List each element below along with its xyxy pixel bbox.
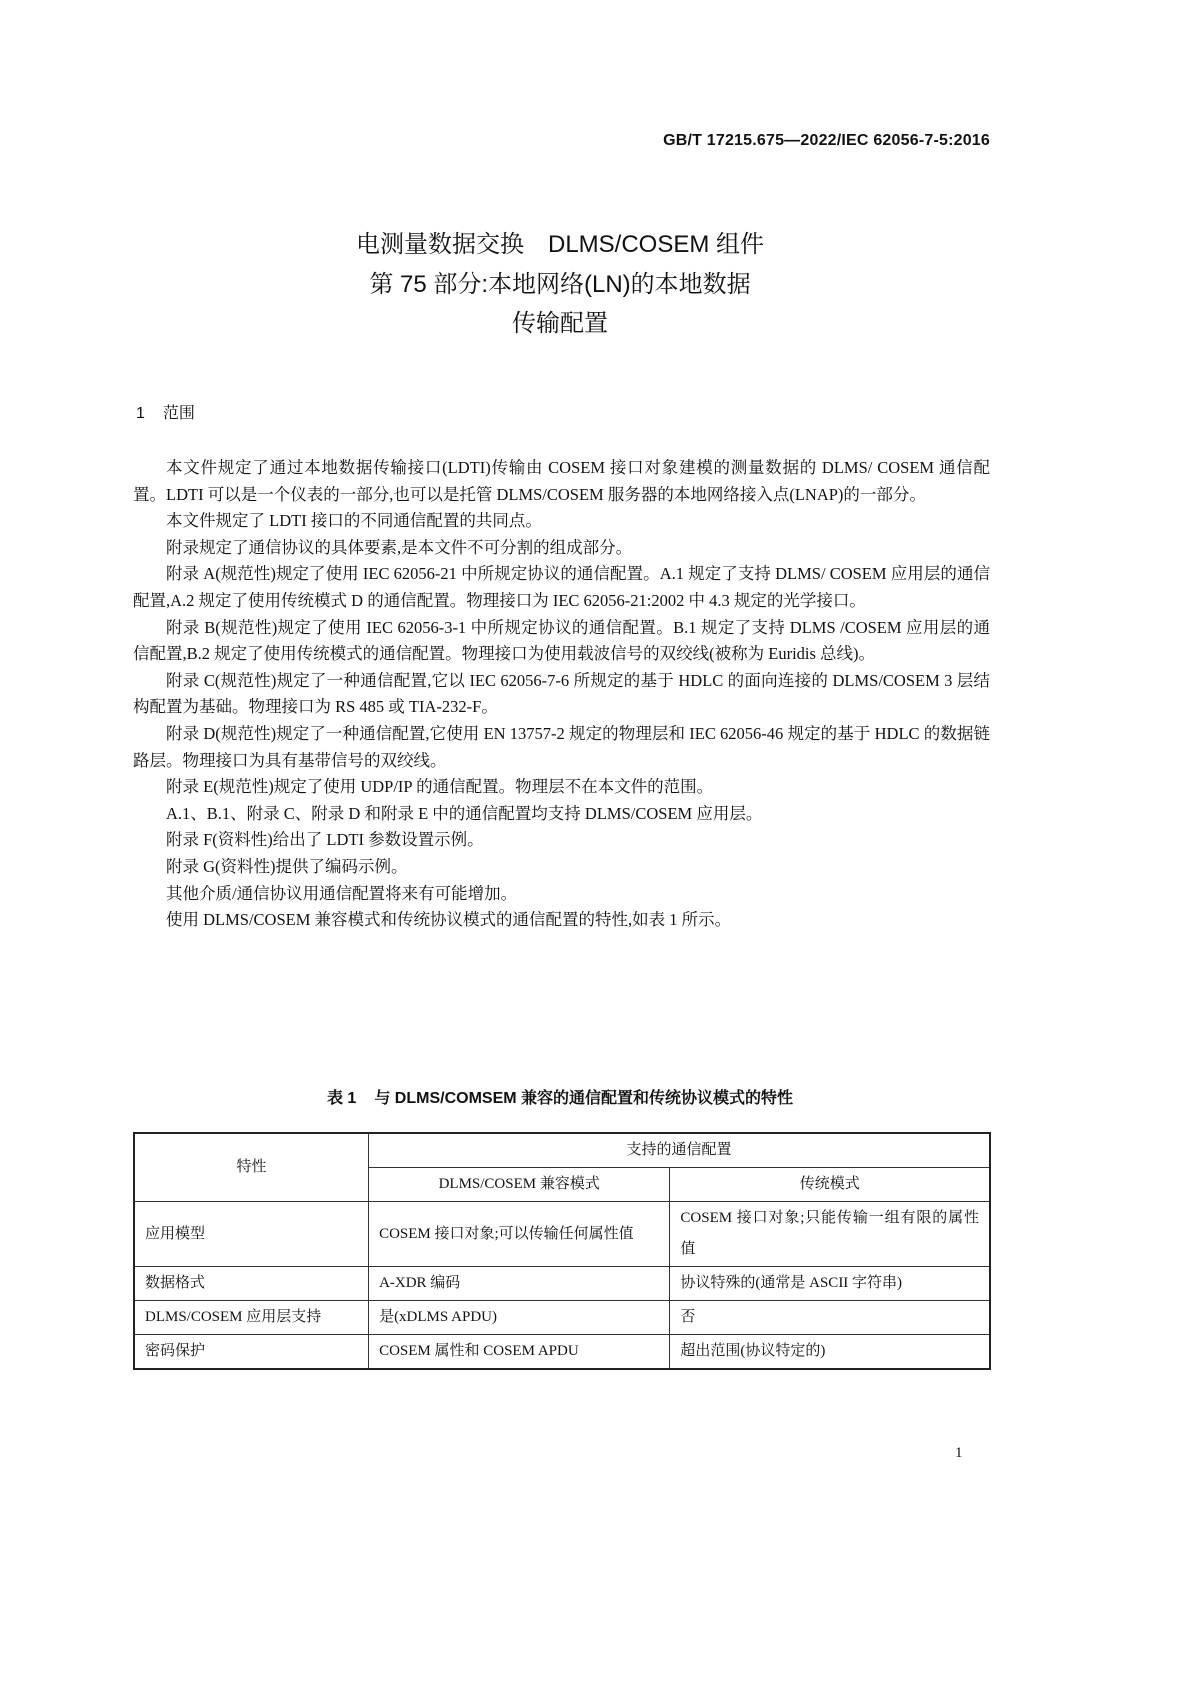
title-line: 电测量数据交换 DLMS/COSEM 组件 [355, 231, 765, 258]
standard-number: GB/T 17215.675—2022/IEC 62056-7-5:2016 [663, 132, 990, 149]
paragraph: A.1、B.1、附录 C、附录 D 和附录 E 中的通信配置均支持 DLMS/COSEM 应用层。 [166, 803, 763, 823]
table-row [134, 1202, 990, 1267]
cell-dlms: A-XDR 编码 [369, 1267, 670, 1301]
header-legacy-mode: 传统模式 [670, 1168, 990, 1202]
paragraph: 附录 F(资料性)给出了 LDTI 参数设置示例。 [166, 830, 484, 850]
page-number: 1 [955, 1445, 963, 1461]
header-property: 特性 [134, 1133, 369, 1202]
section-number: 1 [136, 405, 145, 422]
paragraph: 使用 DLMS/COSEM 兼容模式和传统协议模式的通信配置的特性,如表 1 所示。 [166, 910, 732, 930]
header-dlms-mode: DLMS/COSEM 兼容模式 [369, 1168, 670, 1202]
section-body [133, 455, 990, 934]
cell-legacy: 超出范围(协议特定的) [670, 1335, 990, 1370]
paragraph: 附录 G(资料性)提供了编码示例。 [166, 856, 408, 876]
paragraph: 附录 B(规范性)规定了使用 IEC 62056-3-1 中所规定协议的通信配置。B.1 规定了支持 DLMS /COSEM 应用层的通信配置,B.2 规定了使用传统模式的通信配置。物理接口为使用载波信号的双绞线(被称为 Euridis 总线)。 [133, 617, 990, 664]
paragraph: 附录 D(规范性)规定了一种通信配置,它使用 EN 13757-2 规定的物理层和 IEC 62056-46 规定的基于 HDLC 的数据链路层。物理接口为具有基带信号的双绞线。 [133, 723, 990, 770]
section-heading [136, 400, 195, 423]
cell-property: 数据格式 [134, 1267, 369, 1301]
table-number: 表 1 [326, 1090, 357, 1107]
title-line: 传输配置 [512, 310, 608, 337]
cell-dlms: COSEM 属性和 COSEM APDU [369, 1335, 670, 1370]
cell-legacy: 否 [670, 1301, 990, 1335]
document-title [0, 225, 1120, 344]
header-group: 支持的通信配置 [369, 1133, 990, 1168]
paragraph: 附录 A(规范性)规定了使用 IEC 62056-21 中所规定协议的通信配置。A.1 规定了支持 DLMS/ COSEM 应用层的通信配置,A.2 规定了使用传统模式 D 的通信配置。物理接口为 IEC 62056-21:2002 中 4.3 规定的光学接口。 [133, 564, 990, 610]
paragraph: 附录 E(规范性)规定了使用 UDP/IP 的通信配置。物理层不在本文件的范围。 [166, 777, 714, 797]
table-row [134, 1301, 990, 1335]
paragraph: 本文件规定了 LDTI 接口的不同通信配置的共同点。 [166, 511, 542, 531]
paragraph: 其他介质/通信协议用通信配置将来有可能增加。 [166, 883, 518, 903]
cell-property: DLMS/COSEM 应用层支持 [134, 1301, 369, 1335]
paragraph: 附录规定了通信协议的具体要素,是本文件不可分割的组成部分。 [166, 537, 633, 557]
cell-legacy: COSEM 接口对象;只能传输一组有限的属性值 [670, 1202, 990, 1267]
paragraph: 附录 C(规范性)规定了一种通信配置,它以 IEC 62056-7-6 所规定的基于 HDLC 的面向连接的 DLMS/COSEM 3 层结构配置为基础。物理接口为 RS 485 或 TIA-232-F。 [133, 670, 990, 717]
table-row [134, 1267, 990, 1301]
title-line: 第 75 部分:本地网络(LN)的本地数据 [369, 270, 751, 298]
table-title: 与 DLMS/COMSEM 兼容的通信配置和传统协议模式的特性 [374, 1090, 794, 1107]
cell-dlms: COSEM 接口对象;可以传输任何属性值 [369, 1202, 670, 1267]
cell-legacy: 协议特殊的(通常是 ASCII 字符串) [670, 1267, 990, 1301]
table-caption [0, 1085, 1120, 1108]
paragraph: 本文件规定了通过本地数据传输接口(LDTI)传输由 COSEM 接口对象建模的测量数据的 DLMS/ COSEM 通信配置。LDTI 可以是一个仪表的一部分,也可以是托管 DLMS/COSEM 服务器的本地网络接入点(LNAP)的一部分。 [133, 458, 990, 504]
table-header-row [134, 1133, 990, 1168]
table-row [134, 1335, 990, 1370]
cell-property: 应用模型 [134, 1202, 369, 1267]
cell-property: 密码保护 [134, 1335, 369, 1370]
cell-dlms: 是(xDLMS APDU) [369, 1301, 670, 1335]
characteristics-table [133, 1132, 991, 1370]
section-title: 范围 [162, 405, 195, 422]
